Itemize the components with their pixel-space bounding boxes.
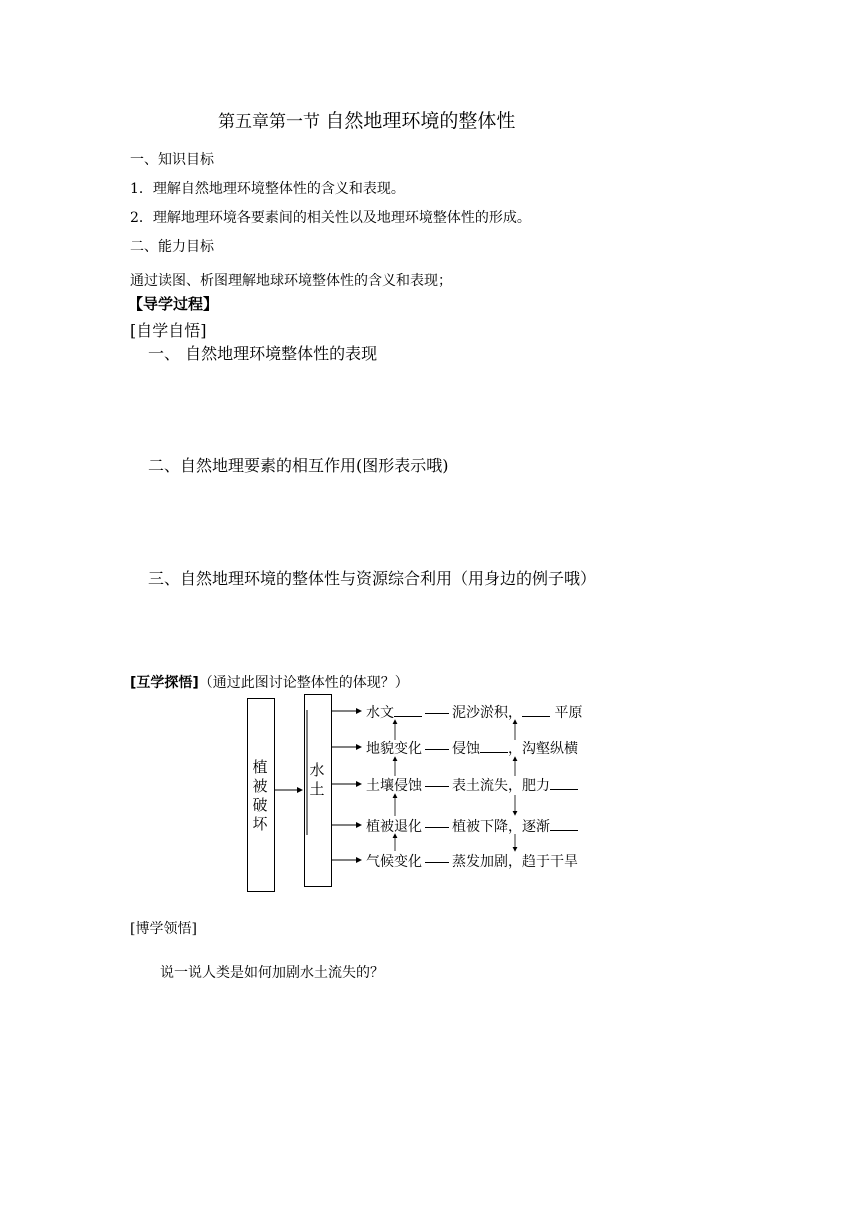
- knowledge-item-2: 2．理解地理环境各要素间的相关性以及地理环境整体性的形成。: [130, 210, 531, 226]
- guide-heading: 【导学过程】: [128, 295, 219, 313]
- blank: [550, 777, 578, 790]
- blank: [480, 740, 508, 753]
- mutual-study-note: （通过此图讨论整体性的体现？）: [198, 675, 409, 691]
- box-vegetation-damage-label: 植 被 破 坏: [252, 758, 268, 833]
- diagram-row-2: 地貌变化 侵蚀 ，沟壑纵横: [366, 741, 578, 757]
- ability-heading: 二、能力目标: [130, 239, 214, 255]
- knowledge-item-1: 1．理解自然地理环境整体性的含义和表现。: [130, 181, 405, 197]
- blank: [394, 704, 422, 717]
- question-3: 三、自然地理环境的整体性与资源综合利用（用身边的例子哦）: [148, 569, 597, 588]
- self-study-heading: [自学自悟]: [130, 321, 207, 340]
- broad-study-question: 说一说人类是如何加剧水土流失的？: [160, 965, 384, 981]
- diagram-row-3: 土壤侵蚀 表土流失，肥力: [366, 775, 578, 795]
- ability-text: 通过读图、析图理解地球环境整体性的含义和表现；: [130, 273, 452, 289]
- title-main: 自然地理环境的整体性: [325, 110, 516, 132]
- diagram-row-1: 水文 泥沙淤积， 平原: [366, 705, 583, 721]
- knowledge-heading: 一、知识目标: [130, 152, 214, 168]
- broad-study-heading: [博学领悟]: [130, 921, 197, 937]
- question-2: 二、自然地理要素的相互作用(图形表示哦): [148, 456, 449, 475]
- question-1: 一、 自然地理环境整体性的表现: [148, 344, 378, 363]
- blank: [522, 704, 550, 717]
- box-soil-water-label: 水 土: [309, 761, 325, 798]
- title-chapter: 第五章第一节: [218, 112, 320, 132]
- blank: [550, 818, 578, 831]
- mutual-study-heading: [互学探悟]: [130, 675, 199, 691]
- diagram-row-4: 植被退化 植被下降，逐渐: [366, 816, 578, 836]
- diagram-row-5: 气候变化 蒸发加剧，趋于干旱: [366, 854, 578, 870]
